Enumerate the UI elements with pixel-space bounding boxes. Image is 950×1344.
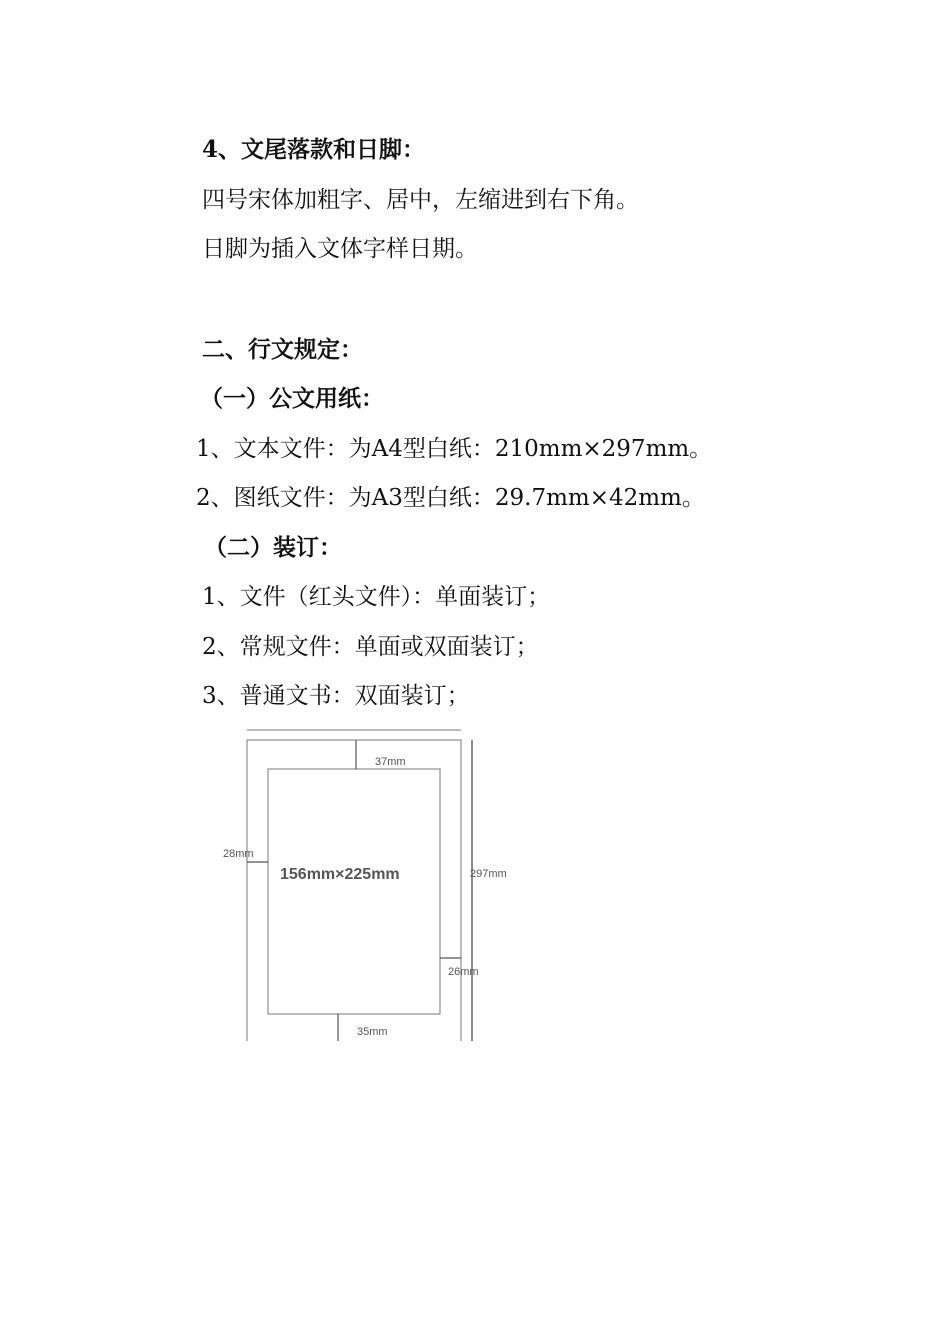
page-layout-svg xyxy=(215,725,525,1045)
content-area xyxy=(268,769,440,1014)
page-layout-diagram xyxy=(215,725,525,1045)
binding-item2: 2、常规文件：单面或双面装订； xyxy=(202,634,539,660)
binding-item3: 3、普通文书：双面装订； xyxy=(202,683,470,709)
top-margin-label: 37mm xyxy=(375,756,406,768)
paper-heading: （一）公文用纸： xyxy=(200,385,384,412)
section4-line1: 四号宋体加粗字、居中，左缩进到右下角。 xyxy=(202,187,639,213)
paper-item2: 2、图纸文件：为A3型白纸：29.7mm×42mm。 xyxy=(196,485,705,511)
bottom-margin-label: 35mm xyxy=(357,1026,388,1038)
left-margin-label: 28mm xyxy=(223,848,254,860)
right-margin-label: 26mm xyxy=(448,966,479,978)
section4-heading: 4、文尾落款和日脚： xyxy=(202,136,426,163)
binding-heading: （二）装订： xyxy=(204,534,342,561)
section4-line2: 日脚为插入文体字样日期。 xyxy=(202,236,478,262)
content-size-label: 156mm×225mm xyxy=(280,866,400,883)
section-two-heading: 二、行文规定： xyxy=(202,336,363,363)
page-height-label: 297mm xyxy=(470,868,507,880)
paper-item1: 1、文本文件：为A4型白纸：210mm×297mm。 xyxy=(196,436,713,462)
page-outline xyxy=(247,740,461,1041)
binding-item1: 1、文件（红头文件）：单面装订； xyxy=(202,584,551,610)
